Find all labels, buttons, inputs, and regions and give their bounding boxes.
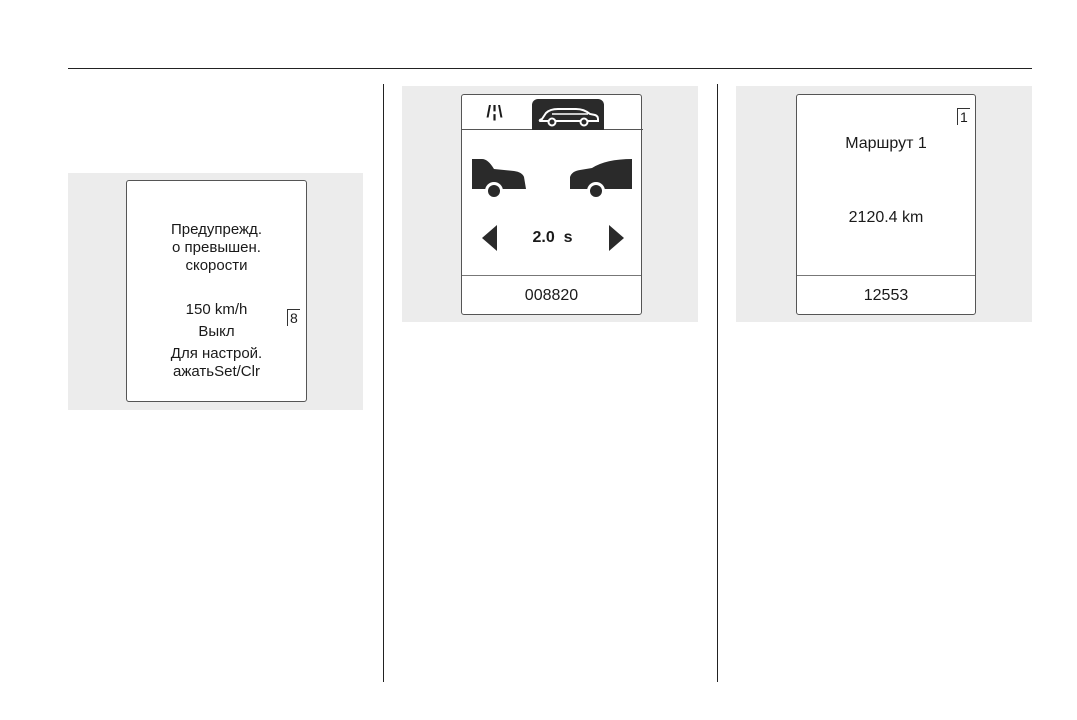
speed-warning-title — [127, 221, 306, 275]
title-line-2: о превышен. — [172, 239, 261, 256]
odometer-divider — [462, 275, 641, 276]
column-divider-2 — [717, 84, 718, 682]
speed-state: Выкл — [198, 323, 235, 340]
trip-title: Маршрут 1 — [845, 135, 927, 152]
time-gap-value: 2.0 s — [532, 229, 573, 246]
odometer-divider — [797, 275, 975, 276]
page-badge: 8 — [287, 309, 300, 326]
speed-value: 150 km/h — [185, 301, 248, 318]
setup-hint — [127, 345, 306, 381]
page-badge: 1 — [957, 108, 970, 125]
speed-warning-display — [126, 180, 307, 402]
top-rule — [68, 68, 1032, 69]
odometer-value: 008820 — [524, 287, 579, 304]
increase-arrow-icon — [608, 225, 624, 251]
following-distance-display — [461, 94, 642, 315]
trip-distance: 2120.4 km — [848, 209, 924, 226]
car-tab-active — [532, 99, 604, 130]
hint-line-1: Для настрой. — [170, 345, 263, 362]
title-line-1: Предупрежд. — [171, 221, 262, 238]
odometer-value: 12553 — [863, 287, 909, 304]
own-vehicle-icon — [566, 155, 636, 203]
title-line-3: скорости — [185, 257, 248, 274]
column-divider-1 — [383, 84, 384, 682]
trip-computer-display — [796, 94, 976, 315]
car-side-icon — [532, 99, 604, 130]
vehicle-ahead-icon — [472, 155, 532, 203]
hint-line-2: ажатьSet/Clr — [173, 363, 260, 380]
lane-icon: /¦\ — [486, 102, 504, 121]
decrease-arrow-icon — [482, 225, 498, 251]
